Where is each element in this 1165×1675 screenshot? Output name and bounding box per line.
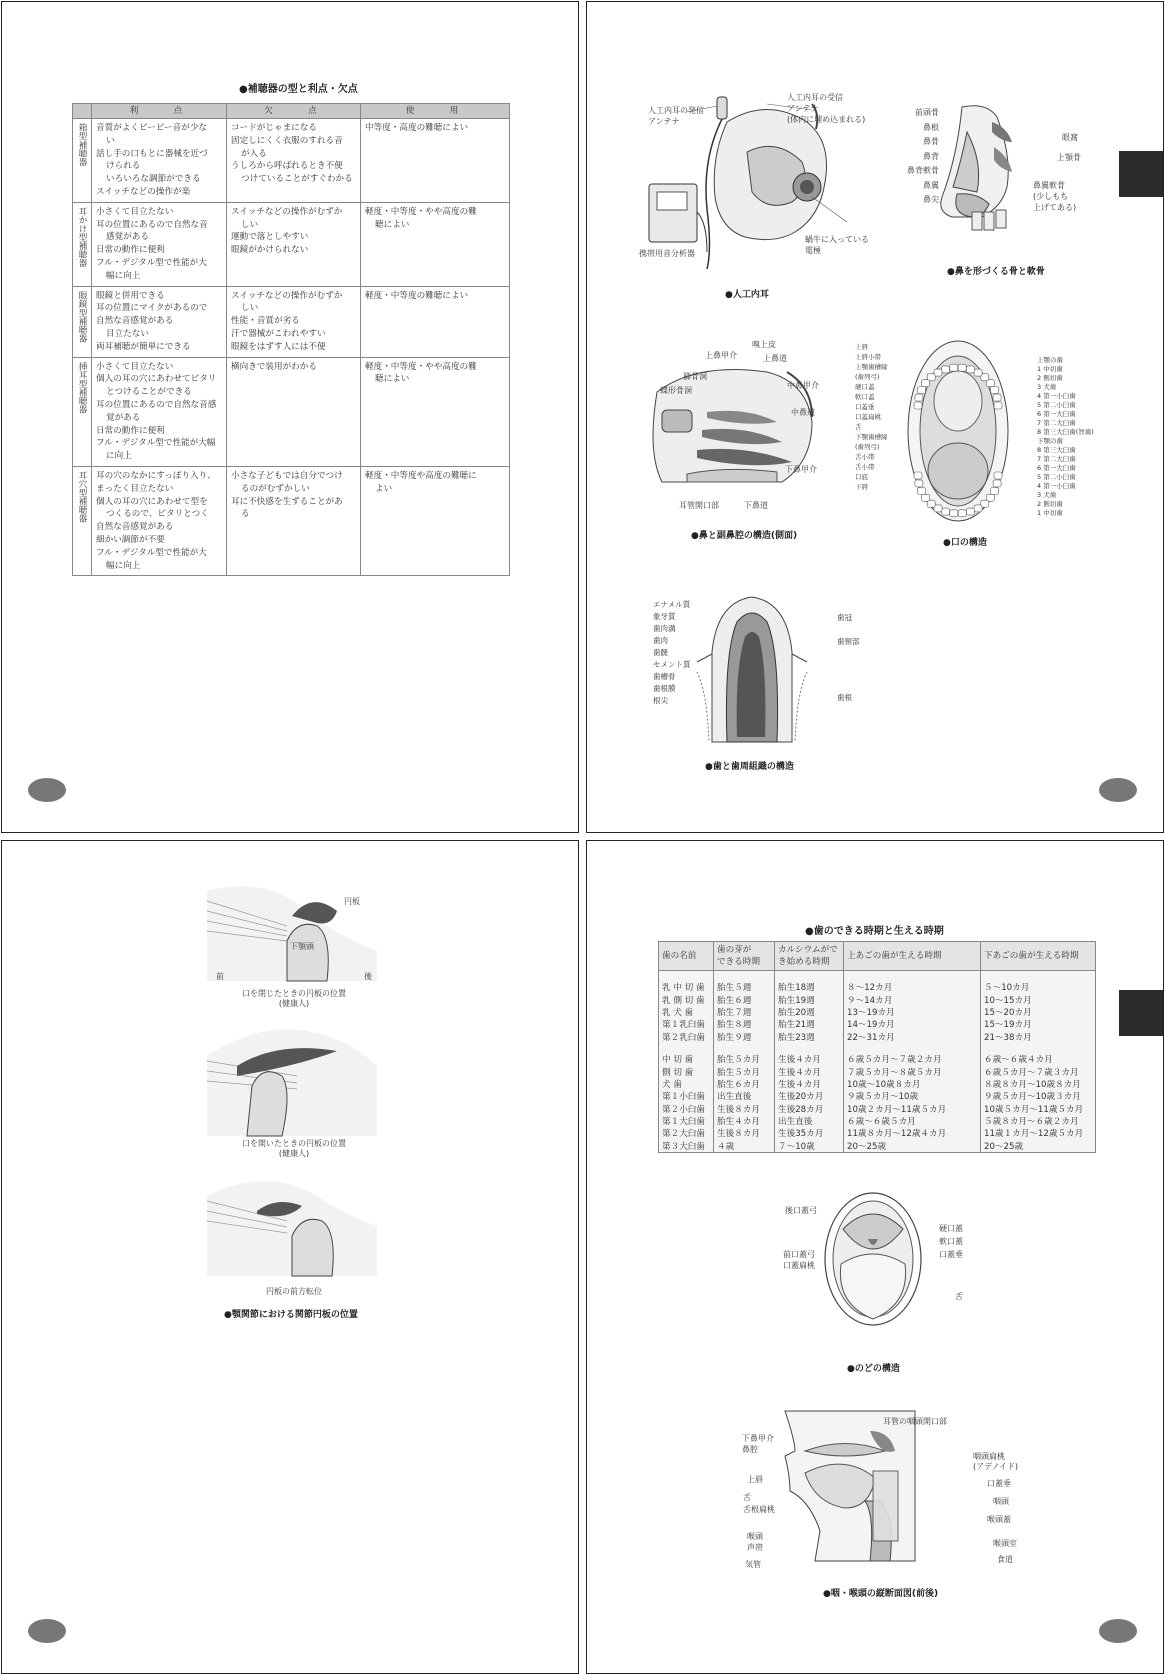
hearing-aid-row [73,202,510,286]
teeth-cell: 胎生５カ月 [714,1065,775,1077]
upper-tooth-shape [974,369,982,376]
teeth-row [659,993,1096,1005]
pharynx-caption: ●咽・喉頭の縦断面図(前後) [823,1589,939,1599]
teeth-cell: 第１乳臼歯 [659,1018,714,1030]
teeth-cell: 21～38カ月 [981,1031,1096,1043]
throat-label-post-arch: 後口蓋弓 [785,1206,817,1215]
page-number-marker [1099,1619,1137,1643]
throat-figure [823,1189,923,1329]
tooth-figure [697,592,807,752]
pharynx-label-ventricle: 喉頭室 [993,1539,1017,1548]
teeth-cell: 乳 側 切 歯 [659,993,714,1005]
teeth-cell: 胎生７週 [714,1006,775,1018]
teeth-cell: 胎生８週 [714,1018,775,1030]
tooth-labels-right: 歯冠 歯頸部 歯根 [837,613,860,702]
teeth-col-header: 上あごの歯が生える時期 [844,942,981,971]
teeth-cell: 乳 中 切 歯 [659,981,714,993]
lower-tooth-shape [993,480,1001,487]
ear-label-receiver: 人工内耳の受信 アンテナ (体内に埋め込まれる) [787,93,866,124]
upper-tooth-shape [942,366,950,373]
page-anatomy-nose-mouth [586,1,1164,833]
ear-label-processor: 携帯用音分析器 [639,249,695,258]
throat-label-tongue: 舌 [955,1292,963,1301]
teeth-cell: ５～10カ月 [981,981,1096,993]
hearing-aid-title: ●補聴器の型と利点・欠点 [239,84,358,95]
pharynx-label-trachea: 気管 [745,1560,761,1569]
tmj-open-figure [207,1026,377,1136]
hearing-aid-use: 軽度・中等度の難聴によい [361,286,510,357]
lower-tooth-shape [991,488,999,495]
teeth-cell: 第２小臼歯 [659,1103,714,1115]
teeth-cell: 犬 歯 [659,1078,714,1090]
hearing-aid-type: 眼鏡型補聴器 [73,286,92,357]
teeth-cell: 生後20カ月 [775,1090,844,1102]
page-number-marker [28,1619,66,1643]
tmj-open-caption: 口を開いたときの円板の位置 (健康人) [242,1139,346,1158]
sinus-label-olfactory: 嗅上皮 [752,340,776,349]
lower-tooth-shape [950,510,958,517]
teeth-row [659,1006,1096,1018]
teeth-row [659,1090,1096,1102]
lower-tooth-shape [958,510,966,517]
pharynx-labels-left-mid: 舌 舌根扁桃 [743,1493,775,1514]
teeth-cell: 10歳２カ月～11歳５カ月 [844,1103,981,1115]
nose-label-maxilla: 上顎骨 [1057,153,1081,162]
teeth-cell: 出生直後 [775,1115,844,1127]
upper-tooth-shape [958,364,966,371]
teeth-cell: 生後４カ月 [775,1065,844,1077]
teeth-cell: 15～19カ月 [981,1018,1096,1030]
tmj-displaced-figure [207,1171,377,1276]
tooth-labels-left: エナメル質 象牙質 歯肉溝 歯肉 歯髄 セメント質 歯槽骨 歯根膜 根尖 [653,600,691,705]
hearing-aid-merits: 耳の穴のなかにすっぽり入り、 まったく目立たない 個人の耳の穴にあわせて型を つくるので、ピタリとつく 自然な音感覚がある 細かい調節が不要 フル・デジタル型で性能が大 幅に向上 [92,466,227,575]
upper-tooth-shape [966,366,974,373]
tmj-label-front: 前 [216,972,224,981]
sinus-label-eustachian: 耳管開口部 [679,501,719,510]
teeth-cell: 11歳８カ月～12歳４カ月 [844,1127,981,1139]
pharynx-figure [765,1411,925,1561]
teeth-cell: 胎生６週 [714,993,775,1005]
teeth-col-header: 歯の名前 [659,942,714,971]
teeth-cell: 10歳～10歳８カ月 [844,1078,981,1090]
teeth-col-header: 下あごの歯が生える時期 [981,942,1096,971]
teeth-cell: 11歳１カ月～12歳５カ月 [981,1127,1096,1139]
teeth-cell: 20～25歳 [844,1140,981,1153]
hearing-aid-type: 挿耳型補聴器 [73,357,92,466]
mouth-caption: ●口の構造 [943,538,987,548]
hearing-aid-demerits: 小さな子どもでは自分でつけ るのがむずかしい 耳に不快感を生ずることがあ る [227,466,361,575]
teeth-cell: 生後８カ月 [714,1127,775,1139]
upper-tooth-shape [922,380,930,387]
teeth-row [659,1031,1096,1043]
teeth-cell: ７～10歳 [775,1140,844,1153]
upper-tooth-shape [994,402,1002,409]
pharynx-label-uvula: 口蓋垂 [987,1479,1011,1488]
hearing-aid-demerits: 横向きで装用がわかる [227,357,361,466]
sinus-label-sphenoid: 蝶形骨洞 [660,386,692,395]
teeth-cell: 20～25歳 [981,1140,1096,1153]
teeth-cell: ６歳５カ月～７歳３カ月 [981,1065,1096,1077]
upper-tooth-shape [918,387,926,394]
teeth-table [658,941,1096,1153]
sinus-label-inf-concha: 下鼻甲介 [785,465,817,474]
pharynx-label-adenoid: 咽頭扁桃 (アデノイド) [973,1452,1018,1471]
teeth-cell: ８～12カ月 [844,981,981,993]
col-demerits: 欠 点 [227,104,361,119]
pharynx-label-epiglottis: 喉頭蓋 [987,1515,1011,1524]
teeth-cell: ６歳～６歳５カ月 [844,1115,981,1127]
section-tab [1119,990,1163,1036]
teeth-cell: ４歳 [714,1140,775,1153]
hearing-aid-use: 軽度・中等度や高度の難聴に よい [361,466,510,575]
throat-labels-right: 硬口蓋 軟口蓋 口蓋垂 [939,1224,963,1259]
hearing-aid-merits: 小さくて目立たない 耳の位置にあるので自然な音 感覚がある 日常の動作に便利 フル・デジタル型で性能が大 幅に向上 [92,202,227,286]
teeth-cell: 胎生５カ月 [714,1053,775,1065]
hearing-aid-use: 軽度・中等度・やや高度の難 聴によい [361,202,510,286]
page-teeth-throat [586,840,1164,1674]
hearing-aid-row [73,357,510,466]
page-tmj-disc [1,840,579,1674]
hearing-aid-type: 耳かけ型補聴器 [73,202,92,286]
pharynx-label-pharynx: 咽頭 [993,1497,1009,1506]
lower-tooth-shape [974,505,982,512]
nose-bones-labels-left: 前頭骨 鼻根 鼻骨 鼻背 鼻背軟骨 鼻翼 鼻尖 [907,108,939,204]
teeth-cell: ７歳５カ月～８歳５カ月 [844,1065,981,1077]
page-hearing-aids [1,1,579,833]
col-merits: 利 点 [92,104,227,119]
teeth-cell: 胎生９週 [714,1031,775,1043]
teeth-cell: ９歳５カ月～10歳 [844,1090,981,1102]
teeth-cell: 10～15カ月 [981,993,1096,1005]
lower-tooth-shape [942,508,950,515]
teeth-cell: 生後８カ月 [714,1103,775,1115]
teeth-cell: 生後28カ月 [775,1103,844,1115]
teeth-cell: 胎生23週 [775,1031,844,1043]
nose-bones-figure [932,102,1042,242]
page-number-marker [28,778,66,802]
sinus-label-mid-concha: 中鼻甲介 [787,381,819,390]
sinus-label-sup-meatus: 上鼻道 [763,354,787,363]
hearing-aid-row [73,119,510,203]
hearing-aid-row [73,286,510,357]
tmj-label-disc: 円板 [344,897,360,906]
teeth-cell: 側 切 歯 [659,1065,714,1077]
lower-tooth-shape [994,472,1002,479]
upper-tooth-shape [991,387,999,394]
upper-tooth-shape [915,394,923,401]
lower-tooth-shape [918,488,926,495]
teeth-row [659,1103,1096,1115]
mouth-labels-left: 上唇 上唇小帯 上顎歯槽縁 (歯列弓) 硬口蓋 軟口蓋 口蓋垂 口蓋扁桃 舌 下顎歯槽縁 (歯列弓) 舌小帯 舌小帯 口底 下唇 [855,343,888,491]
teeth-cell: ５歳８カ月～６歳２カ月 [981,1115,1096,1127]
teeth-cell: 生後35カ月 [775,1127,844,1139]
teeth-cell: ９歳５カ月～10歳３カ月 [981,1090,1096,1102]
teeth-cell: 10歳５カ月～11歳５カ月 [981,1103,1096,1115]
sinus-label-sup-concha: 上鼻甲介 [705,351,737,360]
hearing-aid-table [72,103,510,576]
teeth-cell: 胎生６カ月 [714,1078,775,1090]
upper-tooth-shape [914,402,922,409]
hearing-aid-merits: 小さくて目立たない 個人の耳の穴にあわせてピタリ とつけることができる 耳の位置にあるので自然な音感 覚がある 日常の動作に便利 フル・デジタル型で性能が大幅 に向上 [92,357,227,466]
pharynx-label-lip: 上唇 [747,1475,763,1484]
teeth-cell: 第２大臼歯 [659,1127,714,1139]
teeth-cell: 胎生18週 [775,981,844,993]
teeth-row [659,1115,1096,1127]
throat-caption: ●のどの構造 [847,1364,900,1374]
upper-tooth-shape [993,394,1001,401]
hearing-aid-use: 中等度・高度の難聴によい [361,119,510,203]
pharynx-labels-left-bottom: 喉頭 声帯 [747,1532,763,1552]
tooth-caption: ●歯と歯周組織の構造 [705,762,794,772]
ear-label-electrode: 蝸牛に入っている 電極 [805,235,869,255]
tmj-label-back: 後 [364,972,372,981]
tmj-closed-caption: 口を閉じたときの円板の位置 (健康人) [242,989,346,1008]
teeth-cell: 胎生19週 [775,993,844,1005]
teeth-cell: 13～19カ月 [844,1006,981,1018]
pharynx-label-eustachian: 耳管の咽頭開口部 [883,1417,947,1426]
pharynx-labels-left-top: 下鼻甲介 鼻腔 [742,1434,774,1454]
teeth-cell: 14～19カ月 [844,1018,981,1030]
teeth-cell: 生後４カ月 [775,1078,844,1090]
sinus-label-inf-meatus: 下鼻道 [744,501,768,510]
teeth-cell: 出生直後 [714,1090,775,1102]
sinus-label-ethmoid: 篩骨洞 [683,372,707,381]
hearing-aid-row [73,466,510,575]
mouth-labels-right: 上顎の歯 1 中切歯 2 側切歯 3 犬歯 4 第一小臼歯 5 第二小臼歯 6 第一大臼歯 7 第二大臼歯 8 第三大臼歯(智歯) 下顎の歯 8 第三大臼歯 7 第二大臼歯 6 第一大臼歯 5 第二小臼歯 4 第一小臼歯 3 犬歯 2 側切歯 1 中切歯 [1037,356,1094,517]
lower-tooth-shape [966,508,974,515]
teeth-table-title: ●歯のできる時期と生える時期 [805,926,944,937]
sinus-label-mid-meatus: 中鼻道 [791,408,815,417]
lower-tooth-shape [922,494,930,501]
teeth-cell: 胎生５週 [714,981,775,993]
tmj-title: ●顎関節における関節円板の位置 [224,1310,358,1320]
teeth-cell: 第２乳臼歯 [659,1031,714,1043]
hearing-aid-demerits: コードがじゃまになる 固定しにくく衣服のすれる音 が入る うしろから呼ばれるとき不便 つけていることがすぐわかる [227,119,361,203]
teeth-row [659,1140,1096,1153]
hearing-aid-use: 軽度・中等度・やや高度の難 聴によい [361,357,510,466]
teeth-cell: ９～14カ月 [844,993,981,1005]
teeth-cell: 15～20カ月 [981,1006,1096,1018]
sinus-caption: ●鼻と副鼻腔の構造(側面) [691,531,798,541]
hearing-aid-demerits: スイッチなどの操作がむずか しい 運動で落としやすい 眼鏡がかけられない [227,202,361,286]
teeth-cell: ６歳５カ月～７歳２カ月 [844,1053,981,1065]
throat-labels-left: 前口蓋弓 口蓋扁桃 [783,1250,815,1270]
upper-tooth-shape [950,364,958,371]
teeth-cell: 乳 犬 歯 [659,1006,714,1018]
teeth-cell: 第１大臼歯 [659,1115,714,1127]
page-number-marker [1099,778,1137,802]
teeth-cell: ６歳～６歳４カ月 [981,1053,1096,1065]
teeth-cell: 中 切 歯 [659,1053,714,1065]
col-use: 使 用 [361,104,510,119]
hearing-aid-type: 箱型補聴器 [73,119,92,203]
mouth-figure [905,336,1011,526]
teeth-row [659,1018,1096,1030]
teeth-cell: 胎生20週 [775,1006,844,1018]
nose-label-orbit: 眼窩 [1062,133,1078,142]
teeth-row [659,1065,1096,1077]
nose-bones-caption: ●鼻を形づくる骨と軟骨 [947,267,1045,277]
ear-label-transmitter: 人工内耳の発信 アンテナ [648,106,704,126]
tmj-displaced-caption: 円板の前方転位 [266,1287,322,1296]
hearing-aid-merits: 眼鏡と併用できる 耳の位置にマイクがあるので 自然な音感覚がある 目立たない 両耳補聴が簡単にできる [92,286,227,357]
teeth-col-header: カルシウムがで き始める時期 [775,942,844,971]
tmj-label-condyle: 下顎頭 [290,942,314,951]
hearing-aid-merits: 音質がよくピーピー音が少な い 話し手の口もとに器械を近づ けられる いろいろな調節ができる スイッチなどの操作が楽 [92,119,227,203]
teeth-cell: 生後４カ月 [775,1053,844,1065]
teeth-col-header: 歯の芽が できる時期 [714,942,775,971]
teeth-row [659,1078,1096,1090]
teeth-row [659,1053,1096,1065]
teeth-row [659,1127,1096,1139]
teeth-cell: 胎生21週 [775,1018,844,1030]
teeth-cell: 第３大臼歯 [659,1140,714,1153]
lower-tooth-shape [915,480,923,487]
teeth-cell: 第１小臼歯 [659,1090,714,1102]
teeth-cell: ８歳８カ月～10歳８カ月 [981,1078,1096,1090]
pharynx-label-esophagus: 食道 [997,1555,1013,1564]
hearing-aid-demerits: スイッチなどの操作がむずか しい 性能・音質が劣る 汗で器械がこわれやすい 眼鏡をはずす人には不便 [227,286,361,357]
teeth-row [659,981,1096,993]
teeth-cell: 胎生４カ月 [714,1115,775,1127]
section-tab [1119,151,1163,197]
ear-caption: ●人工内耳 [725,290,769,300]
lower-tooth-shape [914,472,922,479]
teeth-cell: 22～31カ月 [844,1031,981,1043]
nose-label-alar: 鼻翼軟骨 (少しもち 上げてある) [1033,181,1077,212]
hearing-aid-type: 耳穴型補聴器 [73,466,92,575]
